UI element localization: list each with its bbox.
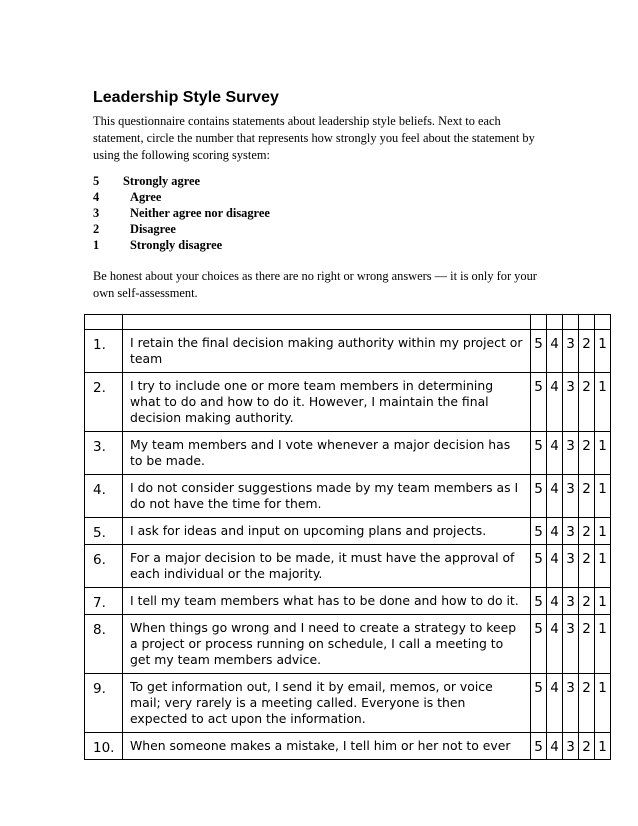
table-header-row: [85, 315, 611, 330]
score-option[interactable]: 1: [595, 475, 611, 518]
honesty-note: Be honest about your choices as there are no right or wrong answers — it is only for your own self-assessment.: [93, 269, 537, 300]
score-option[interactable]: 2: [579, 432, 595, 475]
intro-paragraph: This questionnaire contains statements about leadership style beliefs. Next to each statement, circle the number that represents how strongly you feel about the statement by using the following scoring system:: [93, 114, 535, 162]
score-option[interactable]: 4: [547, 545, 563, 588]
score-option[interactable]: 5: [531, 733, 547, 760]
score-option[interactable]: 4: [547, 733, 563, 760]
item-number: 3.: [85, 432, 123, 475]
scale-number: 5: [93, 174, 100, 188]
scale-number: 3: [93, 206, 100, 220]
scale-label: Neither agree nor disagree: [130, 206, 270, 220]
score-option[interactable]: 4: [547, 588, 563, 615]
item-statement: I do not consider suggestions made by my team members as I do not have the time for them.: [123, 475, 531, 518]
score-option[interactable]: 1: [595, 330, 611, 373]
score-option[interactable]: 4: [547, 330, 563, 373]
score-option[interactable]: 5: [531, 432, 547, 475]
header-cell: [85, 315, 123, 330]
score-option[interactable]: 1: [595, 674, 611, 733]
item-number: 7.: [85, 588, 123, 615]
score-option[interactable]: 4: [547, 373, 563, 432]
score-option[interactable]: 5: [531, 475, 547, 518]
item-statement: For a major decision to be made, it must have the approval of each individual or the majority.: [123, 545, 531, 588]
survey-table: [84, 314, 611, 760]
header-cell: [531, 315, 547, 330]
score-option[interactable]: 3: [563, 373, 579, 432]
item-number: 9.: [85, 674, 123, 733]
score-option[interactable]: 5: [531, 330, 547, 373]
score-option[interactable]: 4: [547, 475, 563, 518]
item-statement: To get information out, I send it by email, memos, or voice mail; very rarely is a meeting called. Everyone is then expected to act upon the information.: [123, 674, 531, 733]
item-statement: I try to include one or more team members in determining what to do and how to do it. However, I maintain the final decision making authority.: [123, 373, 531, 432]
score-option[interactable]: 3: [563, 518, 579, 545]
score-option[interactable]: 2: [579, 615, 595, 674]
header-cell: [123, 315, 531, 330]
score-option[interactable]: 5: [531, 588, 547, 615]
score-option[interactable]: 2: [579, 373, 595, 432]
score-option[interactable]: 2: [579, 674, 595, 733]
table-row: [85, 475, 611, 518]
table-row: [85, 733, 611, 760]
header-cell: [547, 315, 563, 330]
score-option[interactable]: 1: [595, 518, 611, 545]
item-statement: My team members and I vote whenever a major decision has to be made.: [123, 432, 531, 475]
scale-label: Strongly agree: [123, 174, 200, 188]
scale-number: 1: [93, 238, 100, 252]
item-number: 6.: [85, 545, 123, 588]
table-row: [85, 432, 611, 475]
score-option[interactable]: 5: [531, 373, 547, 432]
score-option[interactable]: 4: [547, 615, 563, 674]
item-statement: I tell my team members what has to be done and how to do it.: [123, 588, 531, 615]
item-statement: When things go wrong and I need to create a strategy to keep a project or process running on schedule, I call a meeting to get my team members advice.: [123, 615, 531, 674]
page-title: Leadership Style Survey: [93, 89, 279, 106]
score-option[interactable]: 3: [563, 733, 579, 760]
score-option[interactable]: 5: [531, 545, 547, 588]
header-cell: [563, 315, 579, 330]
scale-label: Disagree: [130, 222, 176, 236]
score-option[interactable]: 3: [563, 432, 579, 475]
item-number: 5.: [85, 518, 123, 545]
table-row: [85, 373, 611, 432]
header-cell: [579, 315, 595, 330]
score-option[interactable]: 3: [563, 615, 579, 674]
score-option[interactable]: 1: [595, 432, 611, 475]
item-number: 8.: [85, 615, 123, 674]
score-option[interactable]: 1: [595, 733, 611, 760]
score-option[interactable]: 2: [579, 733, 595, 760]
score-option[interactable]: 3: [563, 475, 579, 518]
score-option[interactable]: 5: [531, 674, 547, 733]
score-option[interactable]: 1: [595, 615, 611, 674]
score-option[interactable]: 2: [579, 545, 595, 588]
score-option[interactable]: 2: [579, 588, 595, 615]
score-option[interactable]: 2: [579, 518, 595, 545]
item-number: 4.: [85, 475, 123, 518]
scale-label: Agree: [130, 190, 162, 204]
score-option[interactable]: 3: [563, 674, 579, 733]
score-option[interactable]: 4: [547, 674, 563, 733]
score-option[interactable]: 1: [595, 373, 611, 432]
score-option[interactable]: 3: [563, 330, 579, 373]
score-option[interactable]: 1: [595, 545, 611, 588]
table-row: [85, 615, 611, 674]
score-option[interactable]: 2: [579, 475, 595, 518]
item-statement: I retain the final decision making authority within my project or team: [123, 330, 531, 373]
scale-number: 4: [93, 190, 100, 204]
score-option[interactable]: 3: [563, 588, 579, 615]
item-number: 2.: [85, 373, 123, 432]
scale-number: 2: [93, 222, 100, 236]
item-number: 1.: [85, 330, 123, 373]
table-row: [85, 588, 611, 615]
score-option[interactable]: 5: [531, 615, 547, 674]
score-option[interactable]: 1: [595, 588, 611, 615]
score-option[interactable]: 4: [547, 518, 563, 545]
table-row: [85, 330, 611, 373]
item-number: 10.: [85, 733, 123, 760]
item-statement: I ask for ideas and input on upcoming plans and projects.: [123, 518, 531, 545]
header-cell: [595, 315, 611, 330]
item-statement: When someone makes a mistake, I tell him or her not to ever: [123, 733, 531, 760]
score-option[interactable]: 4: [547, 432, 563, 475]
table-row: [85, 518, 611, 545]
scale-label: Strongly disagree: [130, 238, 223, 252]
table-row: [85, 545, 611, 588]
score-option[interactable]: 5: [531, 518, 547, 545]
score-option[interactable]: 3: [563, 545, 579, 588]
table-row: [85, 674, 611, 733]
score-option[interactable]: 2: [579, 330, 595, 373]
